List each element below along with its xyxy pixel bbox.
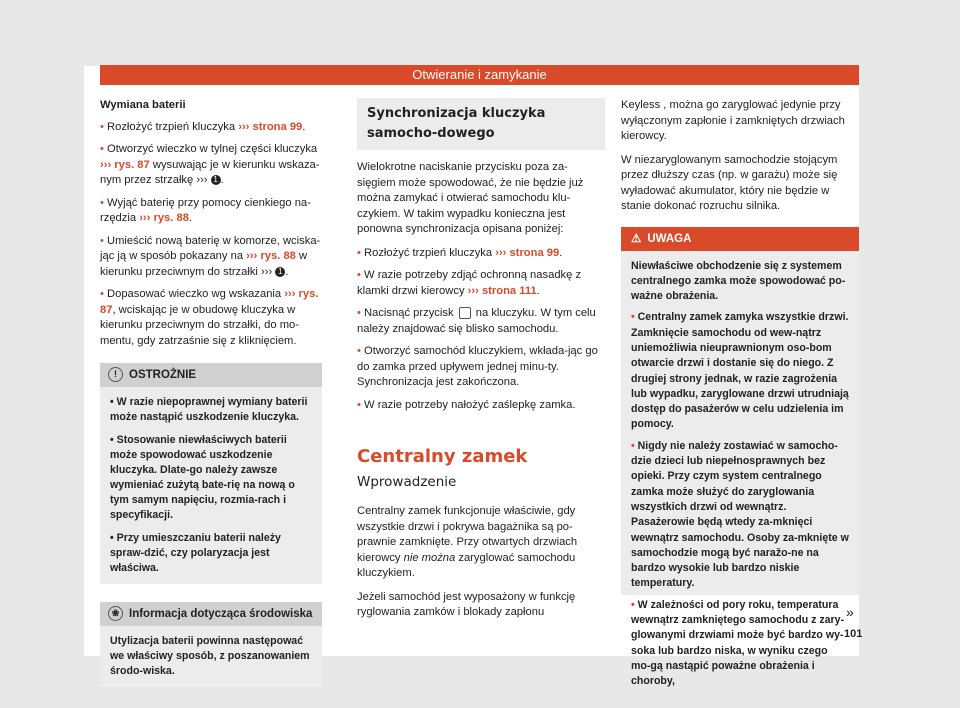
keyless-paragraph: Keyless , można go zaryglować jedynie przy wyłączonym zapłonie i zamkniętych drzwiach kierowcy. bbox=[621, 99, 845, 142]
leaf-icon: ❀ bbox=[108, 606, 123, 621]
battery-heading: Wymiana baterii bbox=[100, 99, 186, 111]
sync-paragraph: Wielokrotne naciskanie przycisku poza za-sięgiem może spowodować, że nie będzie już można zamykać i otwierać samochodu klu-czykiem. W takim wypadku konieczna jest ponowna synchronizacja opisana poniżej: bbox=[357, 161, 584, 235]
caution-header: ! OSTROŻNIE bbox=[100, 363, 322, 387]
callout-number: 1 bbox=[275, 267, 285, 277]
warning-item: • W zależności od pory roku, temperatura wewnątrz zamkniętego samochodu z zary-glowanymi drzwiami może być bardzo wy-soka lub bardzo niska, w wyniku czego mo-gą nastąpić poważne obrażenia i choroby, bbox=[631, 598, 849, 690]
list-item: • Rozłożyć trzpień kluczyka ››› strona 99. bbox=[357, 246, 605, 262]
page-link[interactable]: ››› strona 111 bbox=[467, 284, 537, 297]
central-paragraph: Jeżeli samochód jest wyposażony w funkcję ryglowania zamków i blokady zapłonu bbox=[357, 590, 576, 618]
figure-link[interactable]: ››› rys. 87 bbox=[100, 158, 150, 171]
list-item: • W razie potrzeby zdjąć ochronną nasadkę z klamki drzwi kierowcy ››› strona 111. bbox=[357, 268, 605, 299]
central-lock-heading: Centralny zamek bbox=[357, 446, 528, 467]
column-2 bbox=[357, 98, 605, 629]
intro-heading: Wprowadzenie bbox=[357, 473, 457, 490]
warning-icon: ⚠ bbox=[631, 232, 642, 245]
figure-link[interactable]: ››› rys. 87 bbox=[100, 288, 319, 316]
environment-box bbox=[100, 602, 322, 687]
continue-marker: » bbox=[846, 604, 854, 620]
list-item: • Otworzyć samochód kluczykiem, wkłada-jąc go do zamka przed upływem jednej minu-ty. Synchronizacja jest zakończona. bbox=[357, 344, 605, 391]
environment-header: ❀ Informacja dotycząca środowiska bbox=[100, 602, 322, 626]
list-item: • Umieścić nową baterię w komorze, wciska-jąc ją w sposób pokazany na ››› rys. 88 w kierunku przeciwnym do strzałki ››› 1 . bbox=[100, 234, 322, 281]
list-item: • Otworzyć wieczko w tylnej części kluczyka ››› rys. 87 wysuwając je w kierunku wskaza-nym przez strzałkę ››› 1 . bbox=[100, 142, 322, 189]
figure-link[interactable]: ››› rys. 88 bbox=[246, 250, 296, 262]
caution-item: • W razie niepoprawnej wymiany baterii może nastąpić uszkodzenie kluczyka. bbox=[110, 395, 312, 425]
caution-item: • Przy umieszczaniu baterii należy spraw-dzić, czy polaryzacja jest właściwa. bbox=[110, 531, 312, 576]
battery-paragraph: W niezaryglowanym samochodzie stojącym przez dłuższy czas (np. w garażu) może się wyładować akumulator, który nie będzie w stanie dokonać rozruchu silnika. bbox=[621, 153, 838, 212]
list-item: • Dopasować wieczko wg wskazania ››› rys. 87, wciskając je w obudowę kluczyka w kierunku przeciwnym do strzałki, do mo-mentu, gdy zatrzaśnie się z kliknięciem. bbox=[100, 287, 322, 349]
callout-number: 1 bbox=[211, 175, 221, 185]
environment-text: Utylizacja baterii powinna następować we właściwy sposób, z poszanowaniem środo-wiska. bbox=[100, 626, 322, 687]
figure-link[interactable]: ››› rys. 88 bbox=[139, 212, 189, 224]
page-link[interactable]: ››› strona 99 bbox=[495, 246, 560, 259]
lock-icon bbox=[459, 307, 471, 319]
list-item: • Nacisnąć przycisk na kluczyku. W tym celu należy znajdować się blisko samochodu. bbox=[357, 306, 605, 337]
warning-item: • Nigdy nie należy zostawiać w samocho-dzie dzieci lub niepełnosprawnych bez opieki. Przy czym system centralnego zamka może służyć do zaryglowania wszystkich drzwi od wewnątrz. Pasażerowie będą wtedy za-mknięci wewnątrz samochodu. Osoby za-mknięte w samochodzie mogą być naražo-ne na bardzo wysokie lub bardzo niskie temperatury. bbox=[631, 439, 849, 592]
page-number: 101 bbox=[844, 628, 863, 640]
section-header: Otwieranie i zamykanie bbox=[100, 65, 859, 85]
caution-box bbox=[100, 363, 322, 584]
column-1 bbox=[100, 98, 322, 697]
warning-item: • Centralny zamek zamyka wszystkie drzwi. Zamknięcie samochodu od wew-nątrz uniemożliwia nieuprawnionym oso-bom otwarcie drzwi i dostanie się do niego. Z drugiej strony jednak, w razie zagrożenia lub wypadku, zaryglowane drzwi utrudniają dostęp do pasażerów w celu udzielenia im pomocy. bbox=[631, 310, 849, 432]
sync-heading: Synchronizacja kluczyka samocho-dowego bbox=[357, 98, 605, 150]
caution-item: • Stosowanie niewłaściwych baterii może spowodować uszkodzenie kluczyka. Dlate-go należy zawsze wymieniać zużytą bate-rię na nową o tym samym napięciu, rozmia-rach i specyfikacji. bbox=[110, 433, 312, 523]
central-paragraph: Centralny zamek funkcjonuje właściwie, gdy wszystkie drzwi i pokrywa bagażnika są po-prawnie zamknięte. Przy otwartych drzwiach kierowcy nie można zaryglować samochodu kluczykiem. bbox=[357, 505, 578, 579]
list-item: • Rozłożyć trzpień kluczyka ››› strona 99. bbox=[100, 120, 322, 136]
list-item: • W razie potrzeby nałożyć zaślepkę zamka. bbox=[357, 398, 605, 414]
list-item: • Wyjąć baterię przy pomocy cienkiego na-rzędzia ››› rys. 88. bbox=[100, 196, 322, 227]
info-icon: ! bbox=[108, 367, 123, 382]
warning-intro: Niewłaściwe obchodzenie się z systemem centralnego zamka może spowodować po-ważne obrażenia. bbox=[631, 259, 846, 303]
warning-header: ⚠ UWAGA bbox=[621, 227, 859, 251]
